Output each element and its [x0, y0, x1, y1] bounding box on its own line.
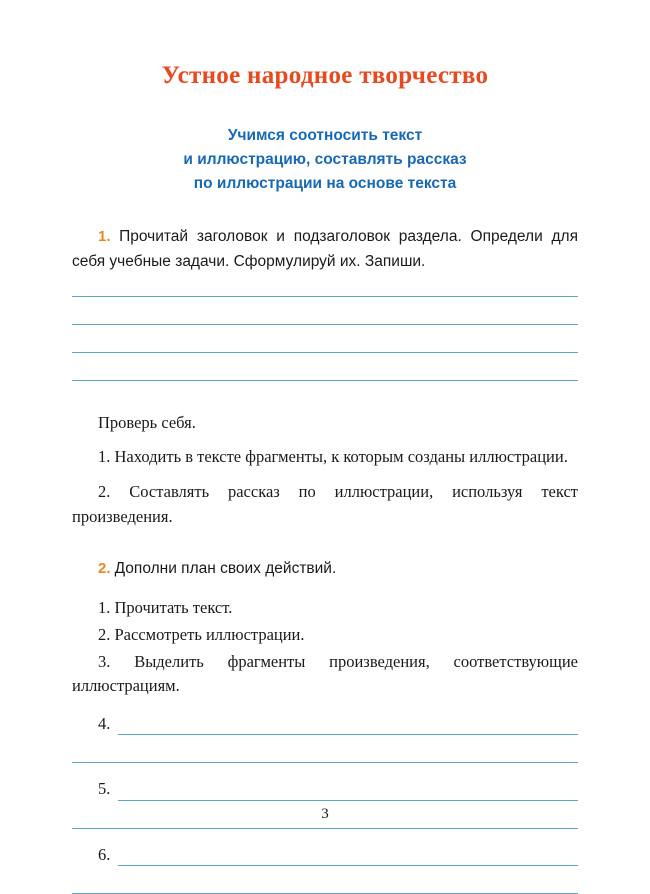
plan-item: 3. Выделить фрагменты произведения, соответствующие иллюстрациям.	[72, 652, 578, 696]
plan-item: 2. Рассмотреть иллюстрации.	[98, 625, 305, 645]
page-subtitle	[72, 90, 578, 196]
plan-blank-6[interactable]	[72, 829, 578, 867]
plan-blank-number: 6.	[98, 844, 111, 864]
plan-blank-number: 4.	[98, 713, 111, 733]
page-title: Устное народное творчество	[161, 62, 489, 89]
plan-item: 1. Прочитать текст.	[98, 598, 233, 618]
plan-blank-line[interactable]	[118, 734, 578, 735]
plan-blank-4[interactable]	[72, 698, 578, 736]
page-number: 3	[321, 806, 329, 822]
task-2-number: 2.	[98, 559, 111, 577]
plan-blank-5[interactable]	[72, 763, 578, 801]
answer-line[interactable]	[72, 324, 578, 325]
answer-lines-task-1	[72, 274, 578, 381]
subtitle-line-2: и иллюстрацию, составлять рассказ	[183, 151, 467, 169]
check-item: 1. Находить в тексте фрагменты, к которым созданы иллюстрации.	[98, 447, 568, 467]
answer-line[interactable]	[72, 352, 578, 353]
plan-blank-number: 5.	[98, 779, 111, 799]
task-2-text: Дополни план своих действий.	[114, 559, 337, 577]
task-2	[72, 530, 578, 581]
task-1-number: 1.	[98, 228, 111, 246]
check-yourself-heading: Проверь себя.	[98, 412, 196, 432]
task-1-text: Прочитай заголовок и подзаголовок раздела. Определи для себя учебные задачи. Сформулируй их. Запиши.	[72, 228, 578, 270]
answer-line[interactable]	[72, 296, 578, 297]
subtitle-line-1: Учимся соотносить текст	[227, 127, 423, 144]
task-1	[72, 196, 578, 274]
plan-blank-line[interactable]	[118, 865, 578, 866]
subtitle-line-3: по иллюстрации на основе текста	[193, 175, 457, 193]
plan-blank-line[interactable]	[118, 800, 578, 801]
check-item: 2. Составлять рассказ по иллюстрации, используя текст произведения.	[72, 482, 578, 526]
